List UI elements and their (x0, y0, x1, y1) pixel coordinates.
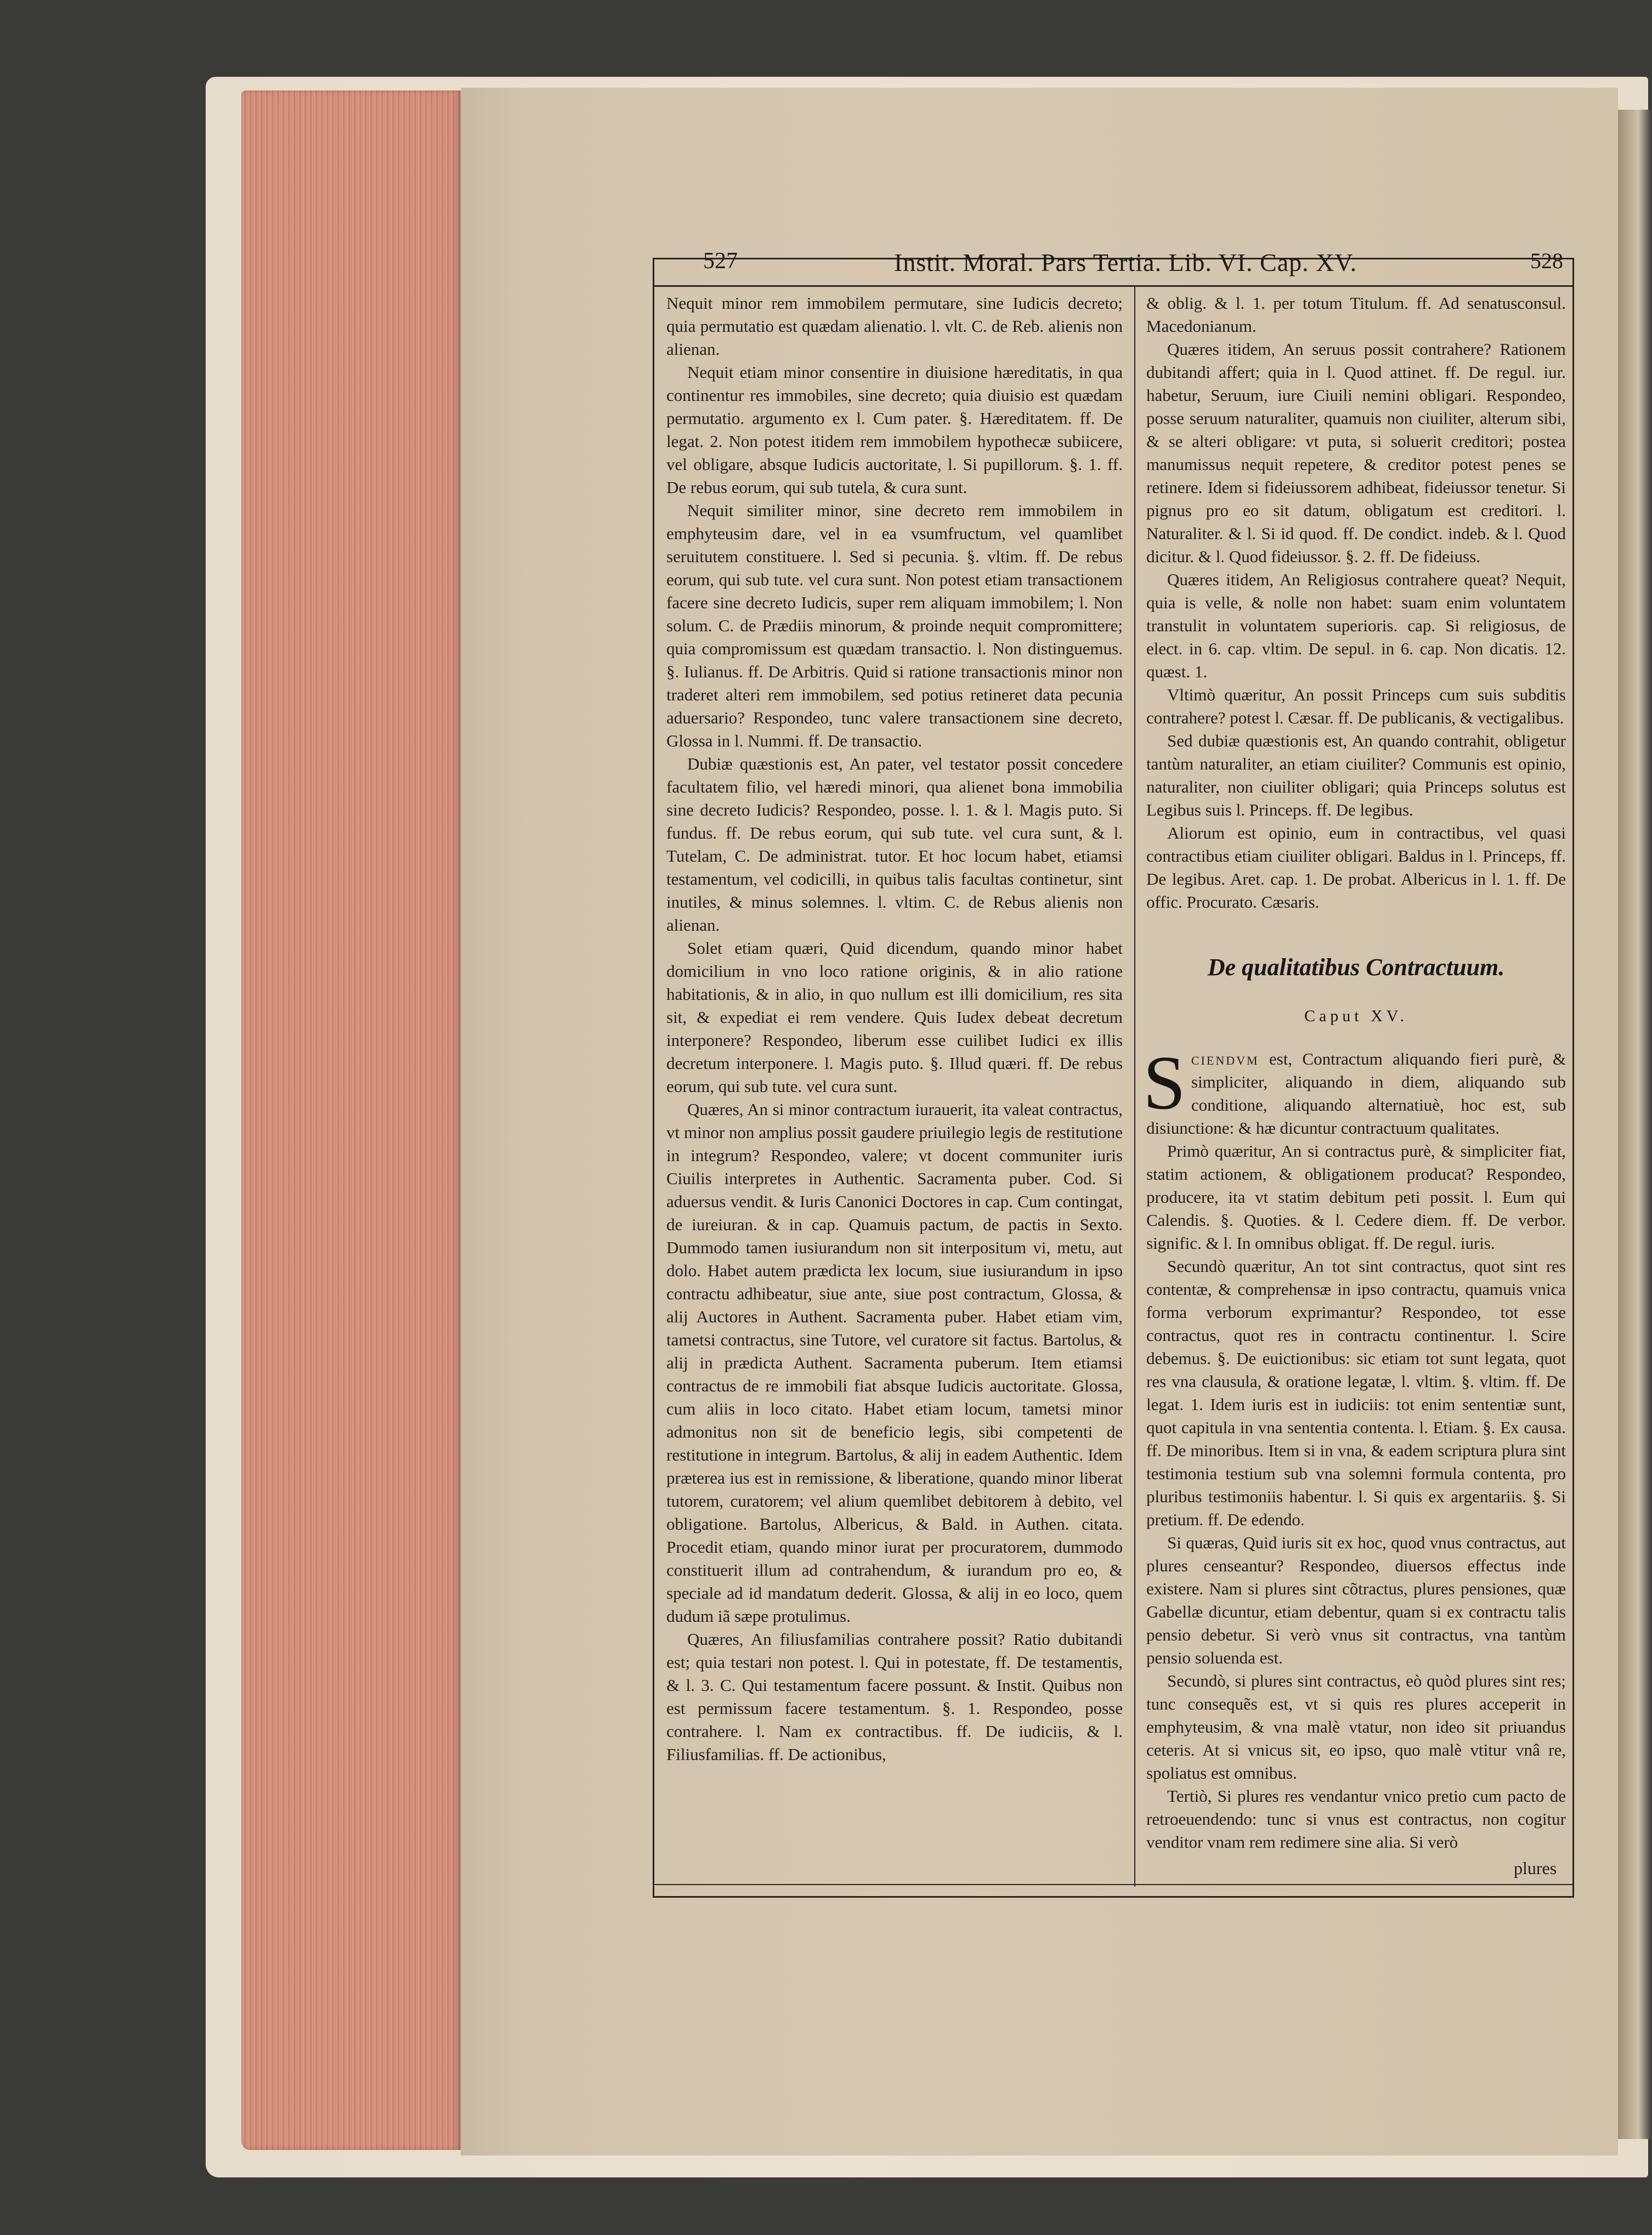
paragraph: Aliorum est opinio, eum in contractibus, vel quasi contractibus etiam ciuiliter obligari. Baldus in l. Princeps, ff. De legibus. Aret. cap. 1. De probat. Albericus in l. 1. ff. De offic. Procurato. Cæsaris. (1146, 823, 1566, 912)
paragraph: Dubiæ quæstionis est, An pater, vel testator possit concedere facultatem filio, vel hæredi minori, qua alienet bona immobilia sine decreto Iudicis? Respondeo, posse. l. 1. & l. Magis puto. Si fundus. ff. De rebus eorum, qui sub tute. vel cura sunt, & l. Tutelam, C. De administrat. tutor. Et hoc locum habet, etiamsi testamentum, vel codicilli, in quibus talis facultas continetur, sint inutiles, & minus solemnes. l. vltim. C. de Rebus alienis non alienan. (666, 754, 1123, 935)
chapter-opening (1143, 1040, 1566, 1140)
paragraph: Nequit minor rem immobilem permutare, sine Iudicis decreto; quia permutatio est quædam alienatio. l. vlt. C. de Reb. alienis non alienan. (666, 293, 1123, 359)
paragraph: Si quæras, Quid iuris sit ex hoc, quod vnus contractus, aut plures censeantur? Respondeo, diuersos effectus inde existere. Nam si plures sint cõtractus, plures pensiones, quæ Gabellæ dicuntur, etiam debentur, quam si ex contractu talis pensio debetur. Si verò vnus sit contractus, vna tantùm pensio soluenda est. (1146, 1533, 1566, 1667)
folio-right: 528 (1530, 248, 1563, 273)
right-column-top (1146, 292, 1566, 914)
paragraph: Quæres, An si minor contractum iurauerit, ita valeat contractus, vt minor non amplius possit gaudere priuilegio legis de restitutione in integrum? Respondeo, valere; vt docent communiter iuris Ciuilis interpretes in Authentic. Sacramenta puber. Cod. Si aduersus vendit. & Iuris Canonici Doctores in cap. Cum contingat, de iureiuran. & in cap. Quamuis pactum, de pactis in Sexto. Dummodo tamen iusiurandum non sit interpositum vi, metu, aut dolo. Habet autem prædicta lex locum, siue iusiurandum in ipso contractu adhibeatur, siue ante, siue post contractum, Glossa, & alij Auctores in Authent. Sacramenta puber. Habet etiam vim, tametsi contractus, sine Tutore, vel curatore sit factus. Bartolus, & alij in prædicta Authent. Sacramenta puberum. Item etiamsi contractus de re immobili fiat absque Iudicis auctoritate. Glossa, cum aliis in loco citato. Habet etiam locum, tametsi minor admonitus non sit de beneficio legis, sibi competenti de restitutione in integrum. Bartolus, & alij in eadem Authentic. Idem præterea ius est in remissione, & liberatione, quando minor liberat tutorem, curatorem; vel alium quemlibet debitorem à debito, vel obligatione. Bartolus, Albericus, & Bald. in Authen. citata. Procedit etiam, quando minor iurat per procuratorem, dummodo constituerit illum ad contrahendum, & iurandum pro eo, & speciale ad id mandatum dederit. Glossa, & alij in eo loco, quem dudum iã sæpe protulimus. (666, 1100, 1123, 1626)
facing-page-edge (1618, 110, 1652, 2139)
paragraph: Solet etiam quæri, Quid dicendum, quando minor habet domicilium in vno loco ratione originis, & in alio ratione habitationis, & in alio, in quo nullum est illi domicilium, res sita sit, & expediat ei rem vendere. Quis Iudex debeat decretum interponere? Respondeo, liberum esse cuilibet Iudici ex illis decretum interponere. l. Magis puto. §. Illud quæri. ff. De rebus eorum, qui sub tute. vel cura sunt. (666, 938, 1123, 1096)
paragraph: Nequit similiter minor, sine decreto rem immobilem in emphyteusim dare, vel in ea vsumfructum, vel quamlibet seruitutem constituere. l. Sed si pecunia. §. vltim. ff. De rebus eorum, qui sub tute. vel cura sunt. Non potest etiam transactionem facere sine decreto Iudicis, super rem aliquam immobilem; l. Non solum. C. de Prædiis minorum, & proinde nequit compromittere; quia compromissum est quædam transactio. l. Non distinguemus. §. Iulianus. ff. De Arbitris. Quid si ratione transactionis minor non traderet alteri rem immobilem, sed potius retineret data pecunia aduersario? Respondeo, tunc valere transactionem sine decreto, Glossa in l. Nummi. ff. De transactio. (666, 501, 1123, 750)
red-page-edges (241, 90, 461, 2150)
paragraph: Secundò, si plures sint contractus, eò quòd plures sint res; tunc consequẽs est, vt si quis res plures acceperit in emphyteusim, & vna malè vtatur, non ideo sit priuandus ceteris. At si vnicus sit, eo ipso, quo malè vtitur vnâ re, spoliatus est omnibus. (1146, 1671, 1566, 1783)
paragraph: Vltimò quæritur, An possit Princeps cum suis subditis contrahere? potest l. Cæsar. ff. De publicanis, & vectigalibus. (1146, 685, 1566, 727)
header-rule (653, 285, 1574, 287)
paragraph: Quæres, An filiusfamilias contrahere possit? Ratio dubitandi est; quia testari non potest. l. Qui in potestate, ff. De testamentis, & l. 3. C. Qui testamentum facere possunt. & Instit. Quibus non est permissum facere testamentum. §. 1. Respondeo, posse contrahere. l. Nam ex contractibus. ff. De iudiciis, & l. Filiusfamilias. ff. De actionibus, (666, 1629, 1123, 1764)
section-title: De qualitatibus Contractuum. (1207, 954, 1505, 981)
paragraph: Sed dubiæ quæstionis est, An quando contrahit, obligetur tantùm naturaliter, an etiam ciuiliter? Communis est opinio, naturaliter, non ciuiliter obligari; quia Princeps solutus est Legibus suis l. Princeps. ff. De legibus. (1146, 731, 1566, 819)
opening-text: est, Contractum aliquando fieri purè, & simpliciter, aliquando in diem, aliquando sub conditione, aliquando alternatiuè, hoc est, sub disiunctione: & hæ dicuntur contractuum qualitates. (1146, 1049, 1566, 1138)
drop-cap: S (1143, 1040, 1186, 1125)
paragraph: Quæres itidem, An seruus possit contrahere? Rationem dubitandi affert; quia in l. Quod attinet. ff. De regul. iur. habetur, Seruum, iure Ciuili nemini obligari. Respondeo, posse seruum naturaliter, quamuis non ciuiliter, alterum sibi, & se alteri obligare: vt puta, si soluerit creditori; postea manumissus nequit repetere, & creditor potest penes se retinere. Idem si fideiussorem adhibeat, fideiussor tenetur. Si pignus pro eo sit datum, obligatum est creditori. l. Naturaliter. & l. Si id quod. ff. De condict. indeb. & l. Quod dicitur. & l. Quod fideiussor. §. 2. ff. De fideiuss. (1146, 340, 1566, 566)
right-column (1143, 292, 1566, 1871)
running-title: Instit. Moral. Pars Tertia. Lib. VI. Cap. XV. (894, 248, 1357, 276)
left-column (666, 292, 1123, 1871)
paragraph: Nequit etiam minor consentire in diuisione hæreditatis, in qua continentur res immobiles, sine decreto; quia diuisio est quædam permutatio. argumento ex l. Cum pater. §. Hæreditatem. ff. De legat. 2. Non potest itidem rem immobilem hypothecæ subiicere, vel obligare, absque Iudicis auctoritate, l. Si pupillorum. §. 1. ff. De rebus eorum, qui sub tutela, & cura sunt. (666, 363, 1123, 497)
paragraph: Tertiò, Si plures res vendantur vnico pretio cum pacto de retroeuendendo: tunc si vnus est contractus, non cogitur venditor vnam rem redimere sine alia. Si verò (1146, 1786, 1566, 1852)
paragraph: Primò quæritur, An si contractus purè, & simpliciter fiat, statim actionem, & obligationem producat? Respondeo, producere, ita vt statim debitum peti possit. l. Eum qui Calendis. §. Quoties. & l. Cedere diem. ff. De verbor. signific. & l. In omnibus obligat. ff. De regul. iuris. (1146, 1141, 1566, 1253)
right-column-bottom (1146, 1140, 1566, 1854)
paragraph: Quæres itidem, An Religiosus contrahere queat? Nequit, quia is velle, & nolle non habet: suam enim voluntatem transtulit in voluntatem superioris. cap. Si religiosus, de elect. in 6. cap. vltim. De sepul. in 6. cap. Non dicatis. 12. quæst. 1. (1146, 570, 1566, 681)
folio-left: 527 (703, 248, 738, 274)
paragraph: & oblig. & l. 1. per totum Titulum. ff. Ad senatusconsul. Macedonianum. (1146, 293, 1566, 336)
footer-rule (653, 1884, 1574, 1885)
paragraph: Secundò quæritur, An tot sint contractus, quot sint res contentæ, & comprehensæ in ipso contractu, quamuis vnica forma verborum exprimantur? Respondeo, tot esse contractus, quot res in contractu continentur. l. Scire debemus. §. De euictionibus: sic etiam tot sunt legata, quot res vna clausula, & oratione legatæ, l. vltim. §. vltim. ff. De legat. 1. Idem iuris est in iudiciis: tot enim sententiæ sunt, quot capitula in vna sententia contenta. l. Etiam. §. Ex causa. ff. De minoribus. Item si in vna, & eadem scriptura plura sint testimonia testium sub vna solemni formula contenta, pro pluribus testimoniis habentur. l. Si quis ex argentariis. §. Si pretium. ff. De edendo. (1146, 1257, 1566, 1529)
catchword: plures (1514, 1858, 1557, 1878)
chapter-heading: Caput XV. (1304, 1007, 1408, 1025)
column-divider (1134, 285, 1135, 1887)
opening-words: ciendvm (1191, 1049, 1259, 1068)
